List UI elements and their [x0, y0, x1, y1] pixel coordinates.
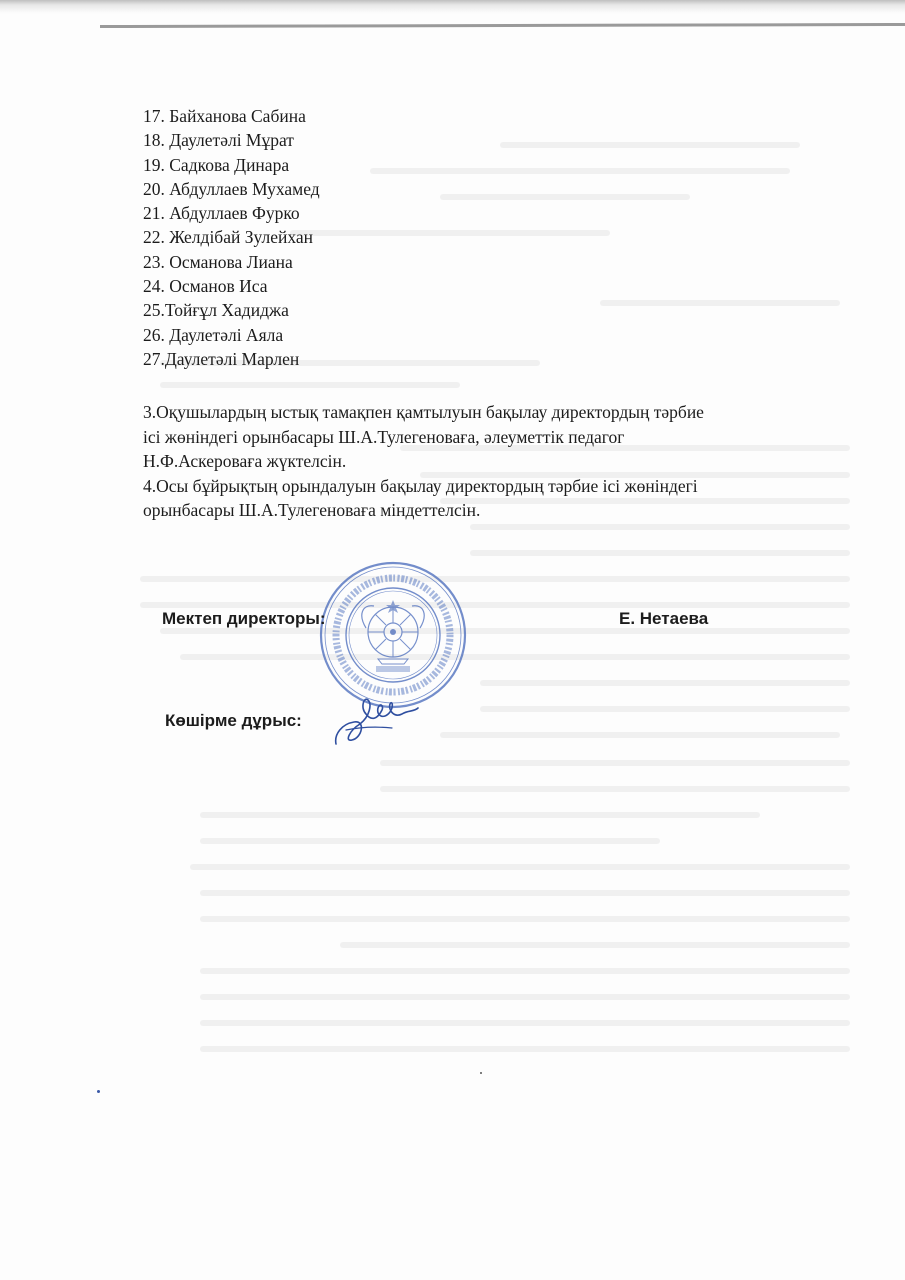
list-item: 17. Байханова Сабина — [143, 106, 306, 126]
clause-3-line-1: 3.Оқушылардың ыстық тамақпен қамтылуын бақылау директордың тәрбие — [143, 402, 704, 422]
list-item: 18. Даулетәлі Мұрат — [143, 130, 294, 151]
clause-4-line-1: 4.Осы бұйрықтың орындалуын бақылау директордың тәрбие ісі жөніндегі — [143, 475, 698, 496]
copy-certified-label: Көшірме дұрыс: — [165, 711, 302, 730]
list-item: 26. Даулетәлі Аяла — [143, 324, 284, 345]
official-seal — [318, 560, 468, 710]
clause-3-line-3: Н.Ф.Аскероваға жүктелсін. — [143, 451, 347, 471]
list-item: 19. Садкова Динара — [143, 154, 290, 175]
list-item: 25.Тойғұл Хадиджа — [143, 300, 289, 321]
clause-4-line-2: орынбасары Ш.А.Тулегеноваға міндеттелсін. — [143, 500, 481, 520]
list-item: 23. Османова Лиана — [143, 251, 293, 272]
scan-top-line — [100, 23, 905, 28]
director-label: Мектеп директоры: — [162, 609, 326, 628]
list-item: 20. Абдуллаев Мухамед — [143, 178, 320, 199]
scan-speck — [480, 1072, 482, 1074]
clause-3-line-2: ісі жөніндегі орынбасары Ш.А.Тулегеноваға, әлеуметтік педагог — [143, 426, 625, 447]
director-name: Е. Нетаева — [619, 609, 709, 628]
order-clauses — [143, 400, 843, 523]
list-item: 21. Абдуллаев Фурко — [143, 203, 300, 224]
list-item: 22. Желдібай Зулейхан — [143, 227, 313, 248]
student-list — [143, 104, 320, 371]
handwritten-signature — [332, 694, 422, 752]
scan-top-edge — [0, 0, 905, 14]
list-item: 27.Даулетәлі Марлен — [143, 348, 300, 369]
scan-speck — [97, 1090, 100, 1093]
list-item: 24. Османов Иса — [143, 276, 268, 297]
